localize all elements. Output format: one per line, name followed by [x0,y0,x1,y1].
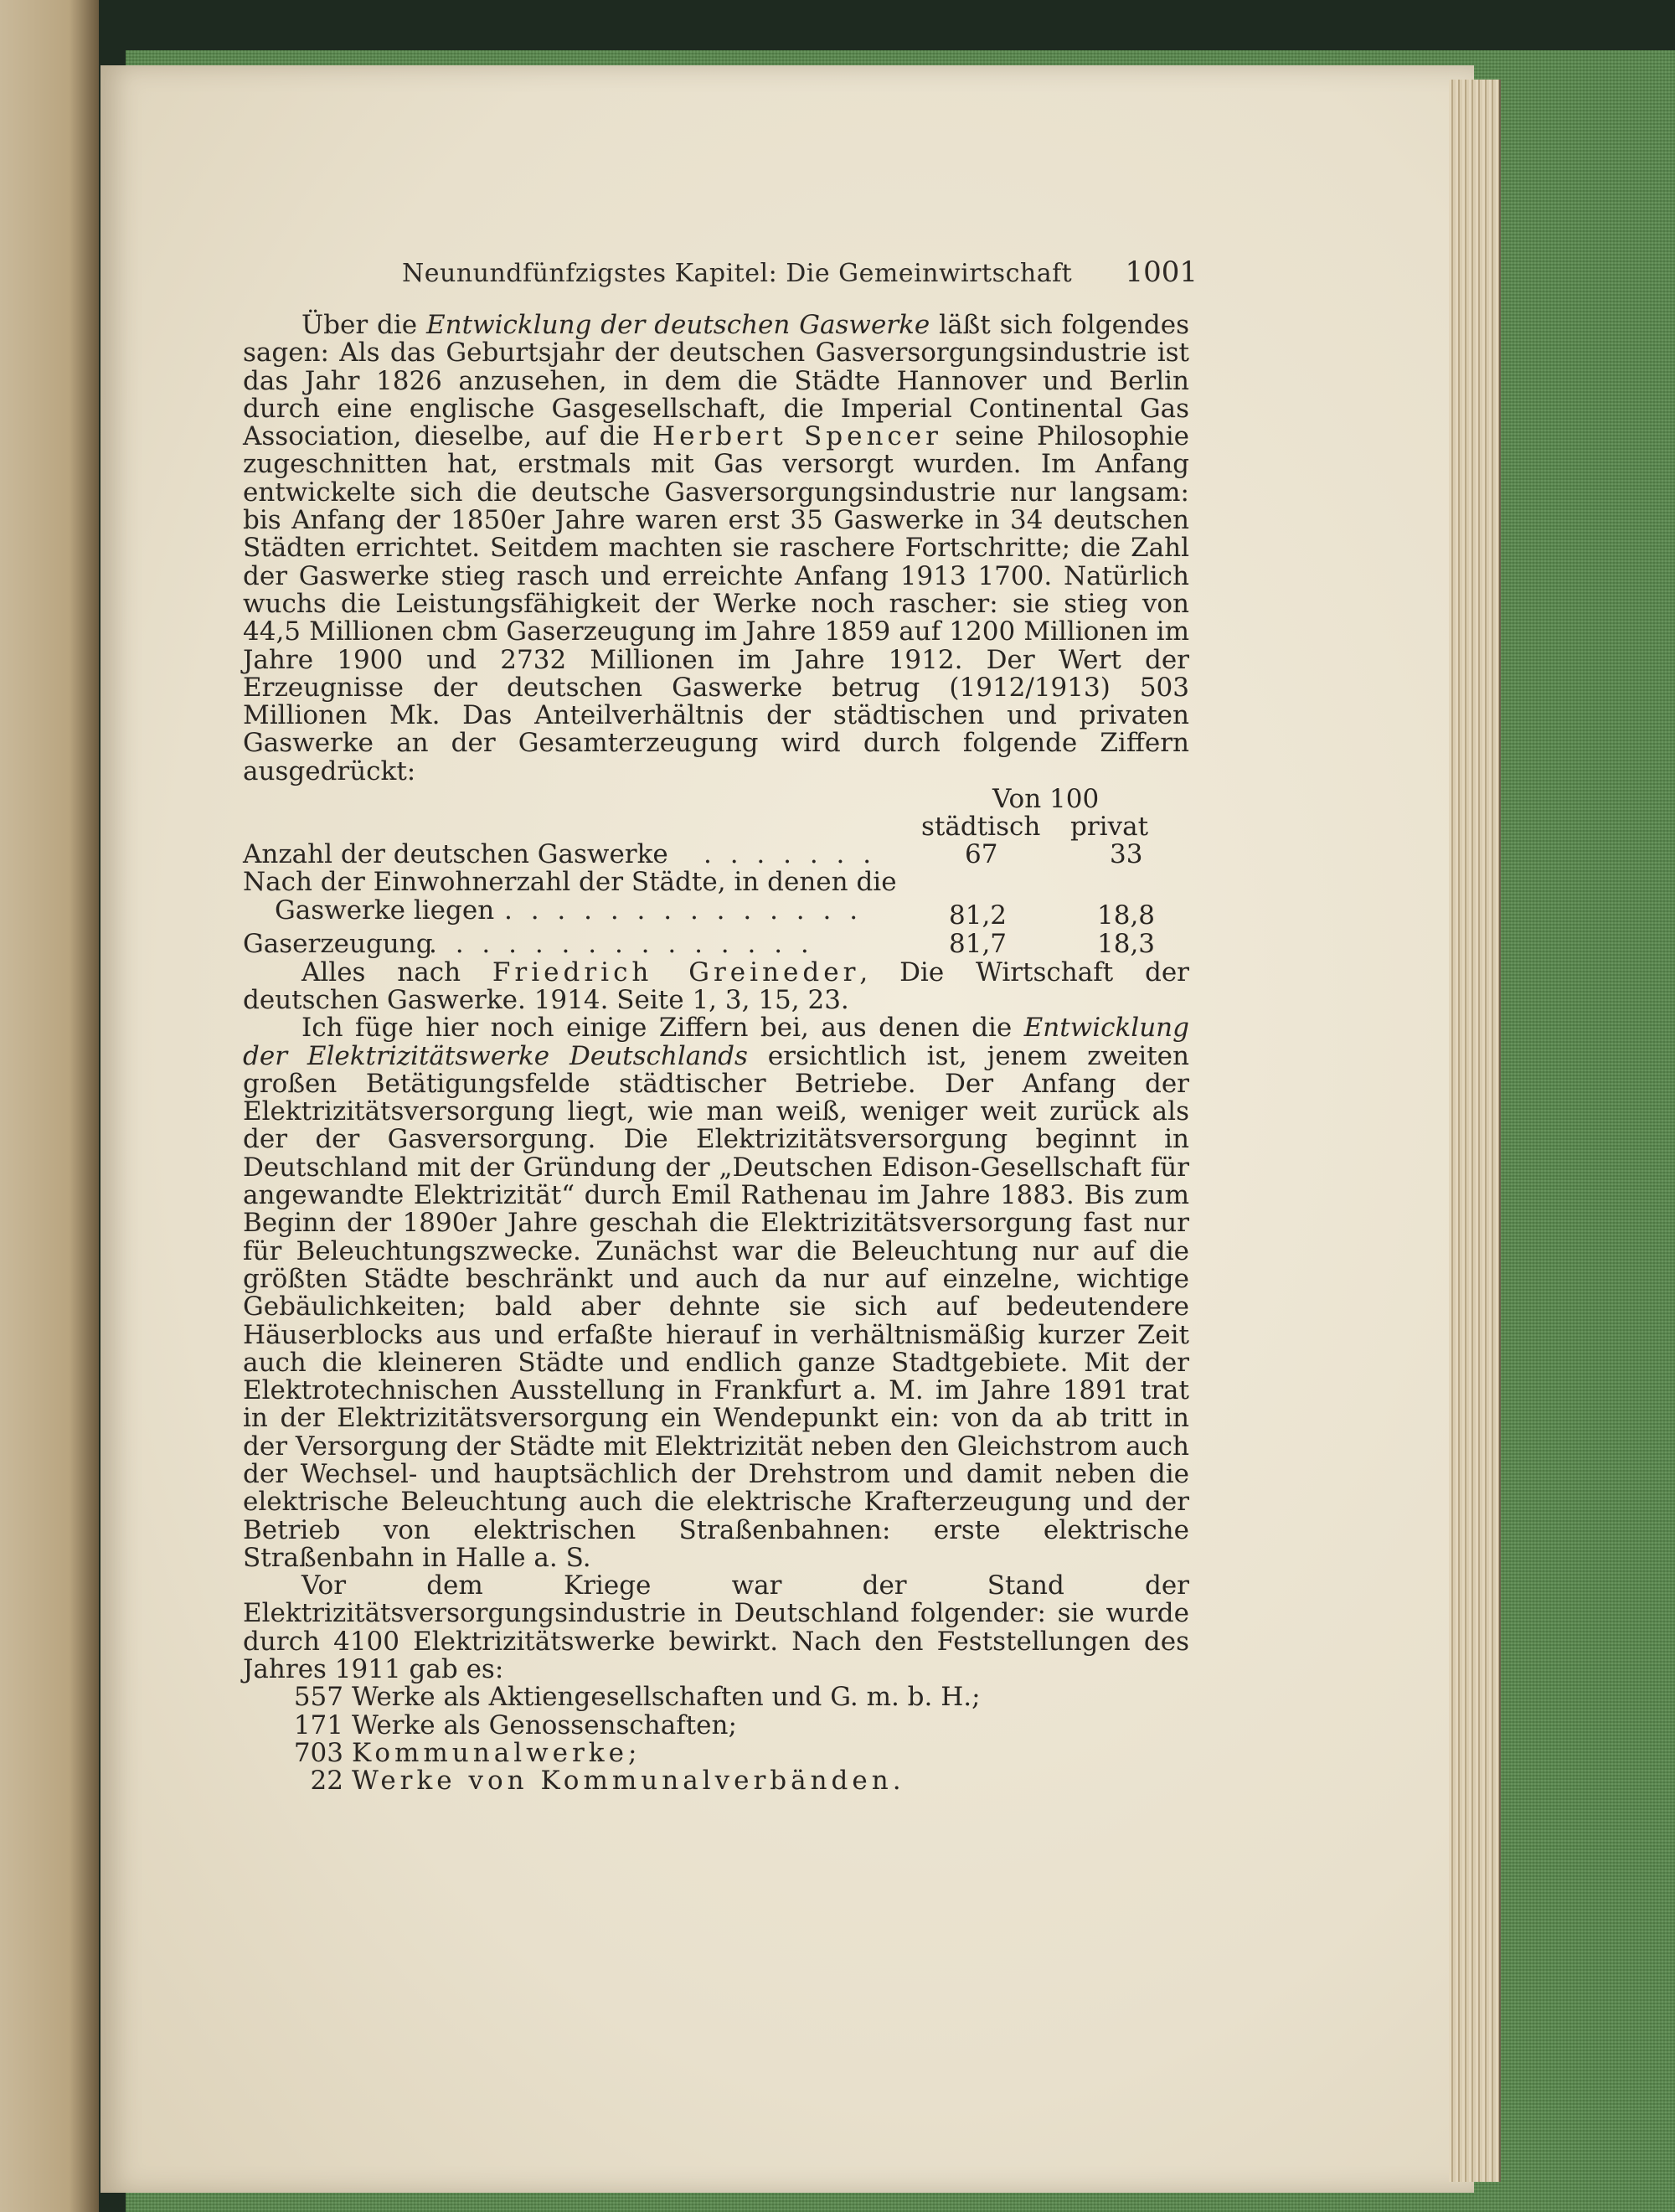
paragraph-elektrizitaet [243,1014,1189,1572]
source-note-author: Friedrich Greineder [492,956,860,987]
list-item-text: Werke als Genossenschaften; [352,1709,737,1740]
list-item [243,1737,1189,1768]
para2-emphasis: Entwicklung der Elektrizitätswerke Deutschlands [243,1013,1189,1071]
table-row-value-privat: 18,3 [1097,928,1156,959]
source-note-end: , Die Wirtschaft der deutschen Gaswerke. 1914. Seite 1, 3, 15, 23. [243,956,1190,1015]
table-row-value-privat: 18,8 [1097,900,1156,931]
list-item-number: 557 [293,1682,343,1713]
page-edges [1449,80,1501,2182]
table-row [243,841,1189,869]
table-header-group: Von 100 [992,784,1100,815]
para1-text-mid: läßt sich folgendes sagen: Als das Geburtsjahr der deutschen Gasversorgungsindustrie ist das Jahr 1826 anzusehen, in dem die Städte Hannover und Berlin durch eine englische Gasgesellschaft, die Imperial Continental Gas Association, dieselbe, auf die [243,310,1189,452]
table-row-value-staedtisch: 81,7 [949,928,1008,959]
table-row-dots: . . . . . . . [704,839,877,870]
table-row-value-staedtisch: 81,2 [949,900,1008,931]
list-item-number: 171 [293,1709,343,1740]
para1-text-start: Über die [302,310,427,340]
para1-spaced-name: Herbert Spencer [652,421,942,452]
table-row [243,869,1189,896]
running-head [402,255,1198,297]
list-item [243,1767,1189,1795]
para2-text-end: ersichtlich ist, jenem zweiten großen Betätigungsfelde städtischer Betriebe. Der Anfang der Elektrizitätsversorgung liegt, wie man weiß, weniger weit zurück als der der Gasversorgung. Die Elektrizitätsversorgung beginnt in Deutschland mit der Gründung der „Deutschen Edison-Gesellschaft für angewandte Elektrizität“ durch Emil Rathenau im Jahre 1883. Bis zum Beginn der 1890er Jahre geschah die Elektrizitätsversorgung fast nur für Beleuchtungszwecke. Zunächst war die Beleuchtung nur auf die größten Städte beschränkt und auch da nur auf einzelne, wichtige Gebäulichkeiten; bald aber dehnte sie sich auf bedeutendere Häuserblocks aus und erfaßte hierauf in verhältnismäßig kurzer Zeit auch die kleineren Städte und endlich ganze Stadtgebiete. Mit der Elektrotechnischen Ausstellung in Frankfurt a. M. im Jahre 1891 trat in der Elektrizitätsversorgung ein Wendepunkt ein: von da ab tritt in der Versorgung der Städte mit Elektrizität neben den Gleichstrom auch der Wechsel- und hauptsächlich der Drehstrom und damit neben die elektrische Beleuchtung auch die elektrische Krafterzeugung und der Betrieb von elektrischen Straßenbahnen: erste elektrische Straßenbahn in Halle a. S. [243,1040,1189,1573]
page-number: 1001 [1125,255,1198,289]
body-text [243,312,1189,1796]
list-item-text: Werke von Kommunalverbänden. [352,1766,905,1797]
table-row-value-privat: 33 [1110,839,1143,870]
table-row-label: Gaserzeugung [243,928,433,959]
table-row-dots: . . . . . . . . . . . . . . [504,895,863,926]
list-item-number: 703 [293,1737,343,1768]
paragraph-stand: Vor dem Kriege war der Stand der Elektrizitätsversorgungsindustrie in Deutschland folgender: sie wurde durch 4100 Elektrizitätswerke bewirkt. Nach den Feststellungen des Jahres 1911 gab es: [243,1570,1189,1685]
paragraph-gaswerke [243,312,1189,786]
list-item [243,1683,1189,1711]
para1-text-end: seine Philosophie zugeschnitten hat, erstmals mit Gas versorgt wurden. Im Anfang entwickelte sich die deutsche Gasversorgungsindustrie nur langsam: bis Anfang der 1850er Jahre waren erst 35 Gaswerke in 34 deutschen Städten errichtet. Seitdem machten sie raschere Fortschritte; die Zahl der Gaswerke stieg rasch und erreichte Anfang 1913 1700. Natürlich wuchs die Leistungsfähigkeit der Werke noch rascher: sie stieg von 44,5 Millionen cbm Gaserzeugung im Jahre 1859 auf 1200 Millionen im Jahre 1900 und 2732 Millionen im Jahre 1912. Der Wert der Erzeugnisse der deutschen Gaswerke betrug (1912/1913) 503 Millionen Mk. Das Anteilverhältnis der städtischen und privaten Gaswerke an der Gesamterzeugung wird durch folgende Ziffern ausgedrückt: [243,421,1189,786]
running-head-title: Neunundfünfzigstes Kapitel: Die Gemeinwirtschaft [402,259,1073,288]
table-row-label: Gaswerke liegen [275,895,495,926]
list-item [243,1709,1189,1740]
source-note-start: Alles nach [302,956,492,987]
para1-emphasis: Entwicklung der deutschen Gaswerke [426,310,930,340]
table-row-label: Nach der Einwohnerzahl der Städte, in denen die [243,867,897,898]
table-row-label: Anzahl der deutschen Gaswerke [243,839,668,870]
list-item-text: Werke als Aktiengesellschaften und G. m. b. H.; [352,1682,981,1713]
list-item-number: 22 [310,1766,343,1797]
table-header [243,786,1189,841]
para2-text-start: Ich füge hier noch einige Ziffern bei, aus denen die [302,1013,1024,1044]
table-row-dots: . . . . . . . . . . . . . . . [429,928,814,959]
table-row-value-staedtisch: 67 [965,839,998,870]
source-note [243,956,1190,1015]
table-row [243,897,1189,931]
left-page-edge [0,0,99,2212]
table-row [243,928,1189,959]
table-col-privat: privat [1070,812,1149,843]
table-col-staedtisch: städtisch [921,812,1041,843]
list-item-text: Kommunalwerke; [352,1737,642,1768]
